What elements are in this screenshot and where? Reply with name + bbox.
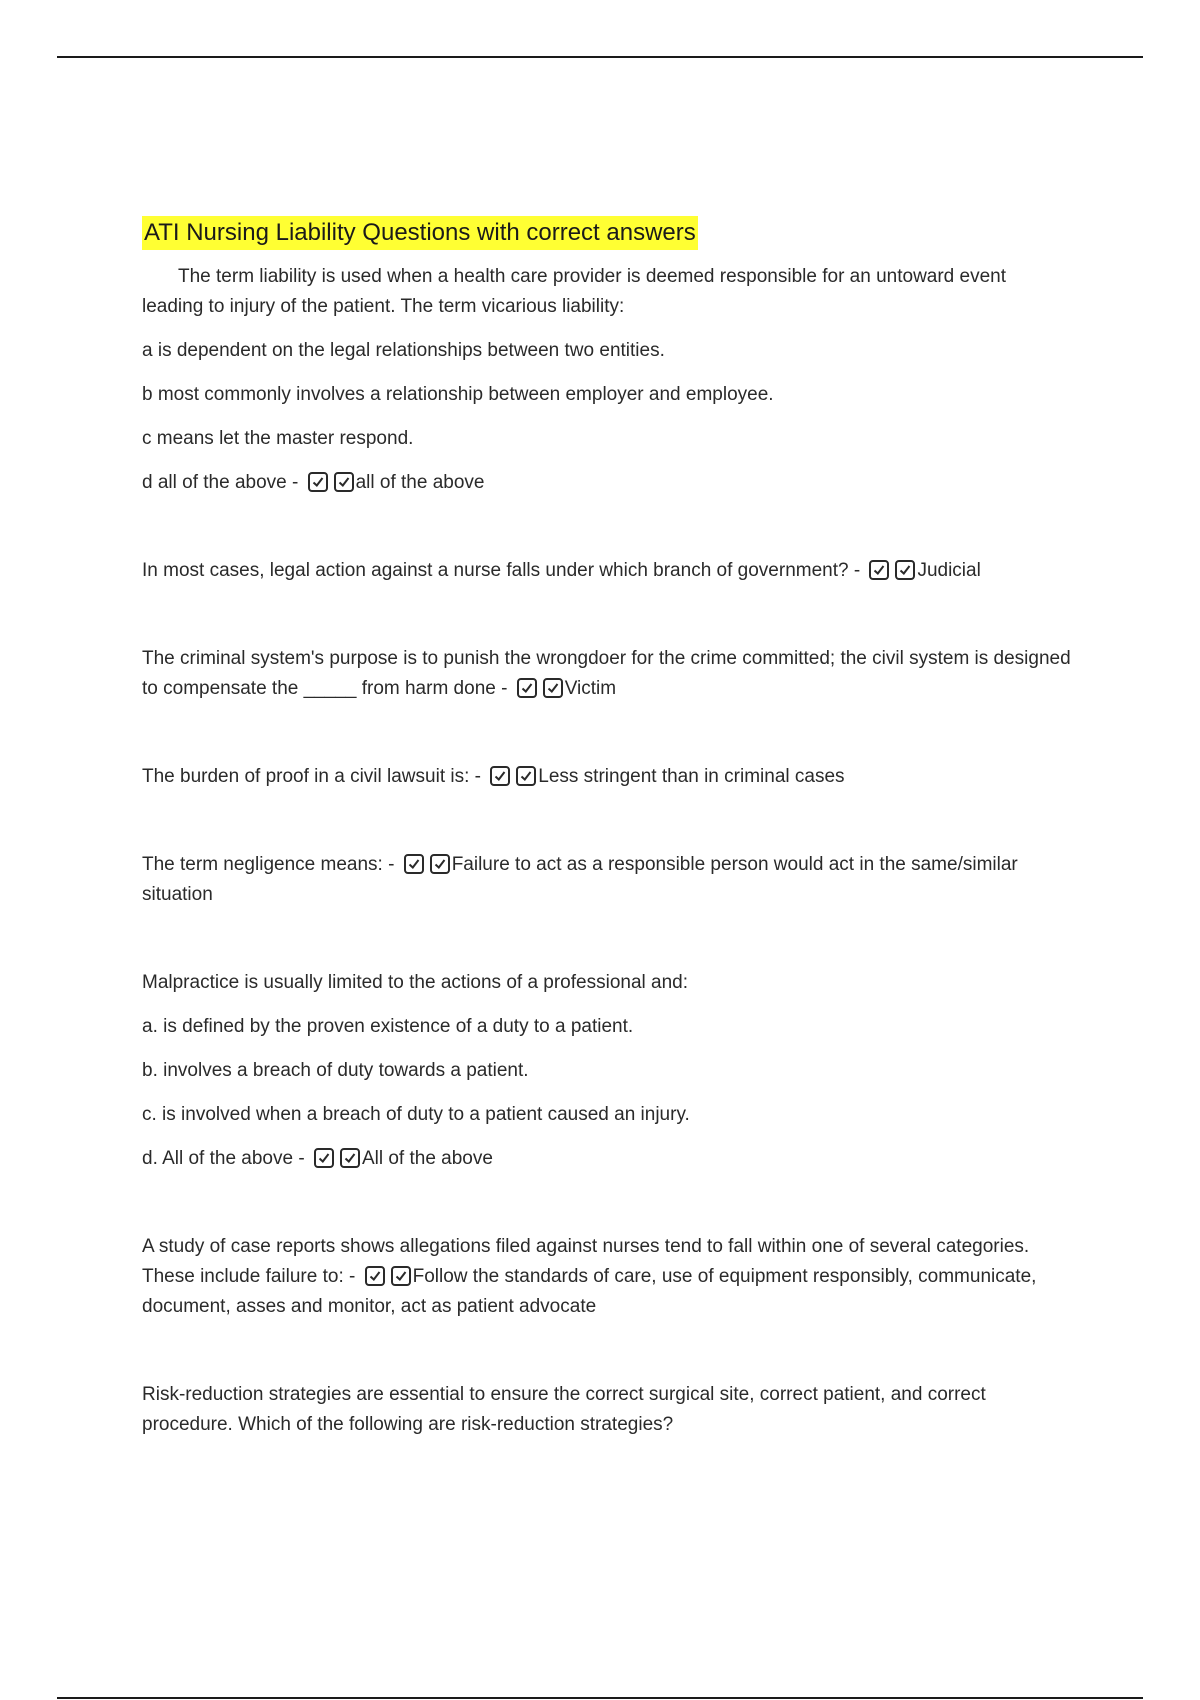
correct-answer: Judicial <box>917 560 981 581</box>
question-stem: The term liability is used when a health care provider is deemed responsible for an untoward event leading to injury of the patient. The term vicarious liability: <box>142 266 1007 317</box>
checkbox-icon <box>404 854 424 874</box>
option-prefix: d. All of the above - <box>142 1148 310 1169</box>
question-6 <box>142 968 1072 1174</box>
answer-option <box>142 468 1072 498</box>
top-rule <box>57 56 1143 58</box>
question-stem: In most cases, legal action against a nurse falls under which branch of government? - <box>142 560 866 581</box>
question-7 <box>142 1232 1072 1322</box>
checkbox-icon <box>869 560 889 580</box>
checkbox-icon <box>308 472 328 492</box>
correct-answer: All of the above <box>361 1148 493 1169</box>
checkbox-icon <box>365 1266 385 1286</box>
checkbox-icon <box>895 560 915 580</box>
checkbox-icon <box>340 1148 360 1168</box>
question-stem: The burden of proof in a civil lawsuit is: - <box>142 766 487 787</box>
answer-option <box>142 1144 1072 1174</box>
question-4 <box>142 762 1072 792</box>
checkbox-icon <box>334 472 354 492</box>
correct-answer: Less stringent than in criminal cases <box>538 766 845 787</box>
correct-answer: Follow the standards of care, use of equipment responsibly, communicate, document, asses and monitor, act as patient advocate <box>142 1266 1037 1317</box>
correct-answer: Failure to act as a responsible person would act in the same/similar situation <box>142 854 1018 905</box>
checkbox-icon <box>543 678 563 698</box>
answer-option: a. is defined by the proven existence of a duty to a patient. <box>142 1016 634 1037</box>
checkbox-icon <box>391 1266 411 1286</box>
answer-option: b most commonly involves a relationship between employer and employee. <box>142 384 774 405</box>
answer-option: c means let the master respond. <box>142 428 414 449</box>
correct-answer: Victim <box>564 678 617 699</box>
checkbox-icon <box>490 766 510 786</box>
answer-option: b. involves a breach of duty towards a patient. <box>142 1060 529 1081</box>
checkbox-icon <box>314 1148 334 1168</box>
question-stem: Malpractice is usually limited to the actions of a professional and: <box>142 972 688 993</box>
question-5 <box>142 850 1072 910</box>
option-prefix: d all of the above - <box>142 472 304 493</box>
checkbox-icon <box>516 766 536 786</box>
question-1 <box>142 262 1072 498</box>
question-stem: A study of case reports shows allegations filed against nurses tend to fall within one of several categories. These include failure to: - <box>142 1236 1030 1287</box>
document-body <box>142 216 1072 1454</box>
question-3 <box>142 644 1072 704</box>
checkbox-icon <box>517 678 537 698</box>
document-title: ATI Nursing Liability Questions with correct answers <box>142 216 698 250</box>
question-stem: The criminal system's purpose is to punish the wrongdoer for the crime committed; the civil system is designed to compensate the _____ from harm done - <box>142 648 1071 699</box>
question-8 <box>142 1380 1072 1440</box>
correct-answer: all of the above <box>355 472 485 493</box>
question-stem: The term negligence means: - <box>142 854 400 875</box>
question-2 <box>142 556 1072 586</box>
answer-option: a is dependent on the legal relationships between two entities. <box>142 340 665 361</box>
answer-option: c. is involved when a breach of duty to a patient caused an injury. <box>142 1104 690 1125</box>
question-stem: Risk-reduction strategies are essential to ensure the correct surgical site, correct patient, and correct procedure. Which of the following are risk-reduction strategies? <box>142 1384 986 1435</box>
checkbox-icon <box>430 854 450 874</box>
bottom-rule <box>57 1697 1143 1699</box>
